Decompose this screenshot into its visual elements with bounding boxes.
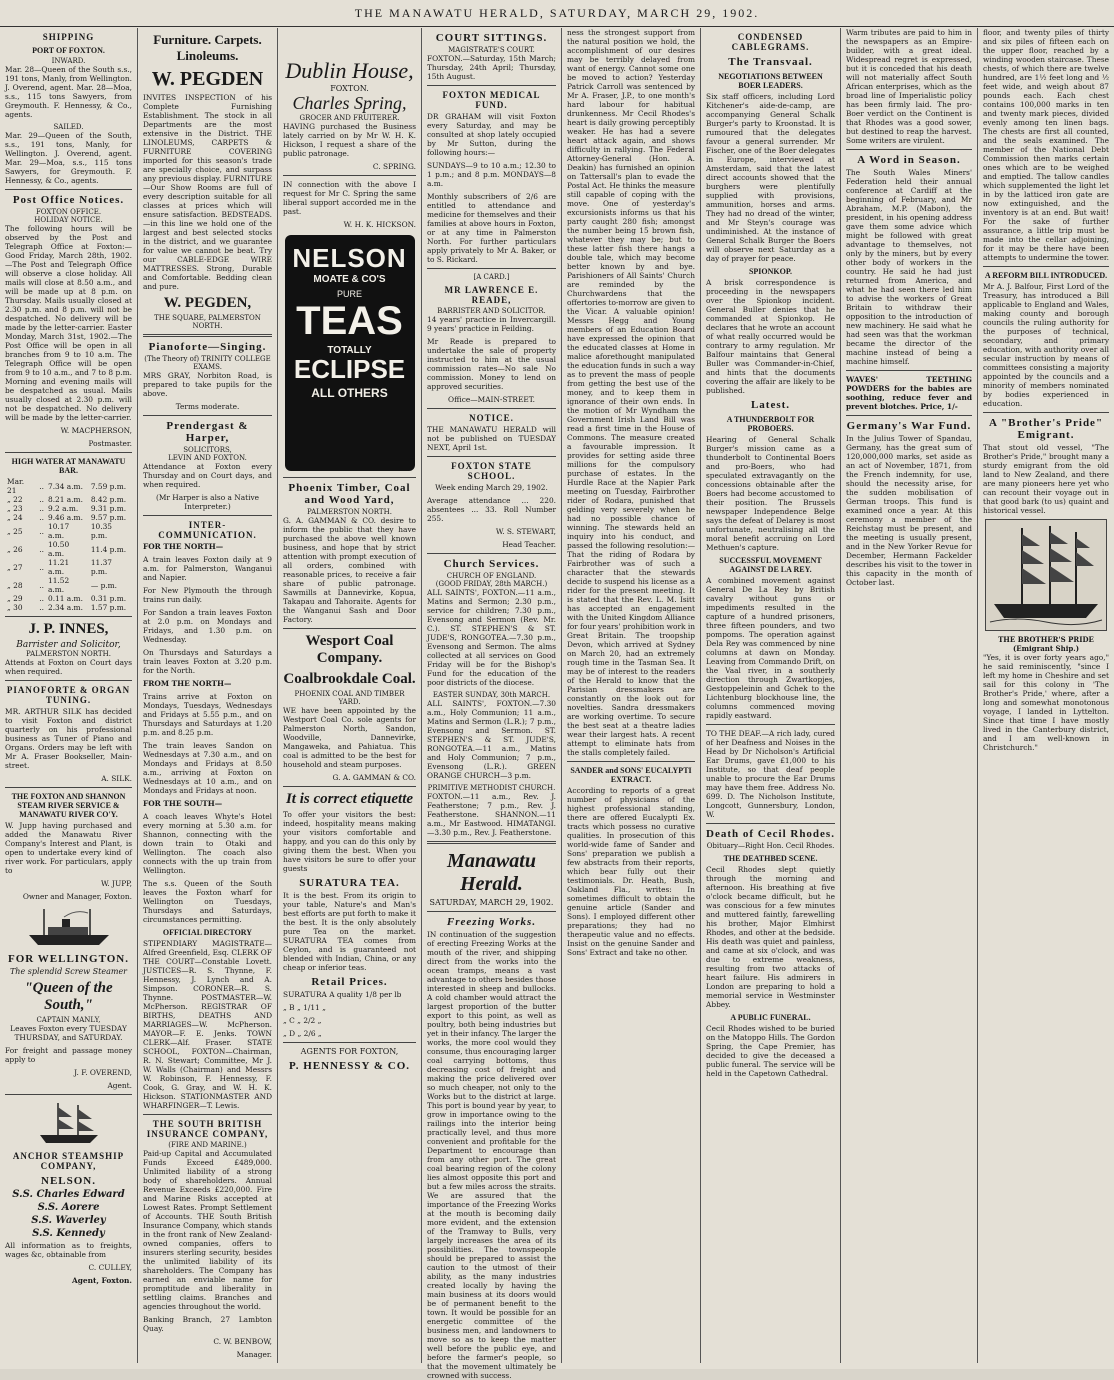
tide-cell: 0.11 a.m. (48, 594, 83, 603)
stewart-title: Head Teacher. (502, 540, 556, 549)
divider (427, 408, 556, 409)
tide-cell: 1.57 p.m. (90, 603, 127, 612)
card-label: [A CARD.] (473, 273, 510, 281)
wesport-heading: Wesport Coal Company. (305, 633, 394, 666)
divider (567, 761, 695, 762)
divider (5, 189, 132, 190)
local-news-text: ness the strongest support from the natural position we hold, the accomplishment of our desires may be terribly delayed from want of energy. Cannot some one be moved to action? Yesterday Patrick Carroll was sentenced by Mr A. Fraser, J.P., to one month's hard labour for habitual drunkenness. Mr Cecil Rhodes's heart is daily growing perceptibly weaker. He has had a severe heart attack again, and shows difficulty in rallying. The Federal Attorney-General (Hon. A. Deakin) has furnished an opinion on Tattersall's plan to evade the Postal Act. He thinks the measure still capable of coping with the move. One of yesterday's excursionists informs us that his party caught 280 fish; amongst the number being 15 brown fish, whatever they may be; but to these latter fish there hangs a double tale, which may become better known by and bye. Parishioners of All Saints' Church are reminded by the Churchwardens that the offertories to-morrow are given to the Vicar. A valuable opinion! Messrs Hegg and Young members of an Education Board have expressed the opinion that the educated classes at Home in malice aforethought manipulated the education funds in such a way as to prevent the mass of people from getting the best use of the money, and to keep them in ignorance of their own ends. In the motion of Mr Wyndham the Government Irish Land Bill was read a first time in the House of Commons. The measure created a favourable impression. It provides for setting aside three millions for the compulsory purchase of estates. In the Hurdle Race at the Napier Park meeting on Tuesday, Fairbrother rider of Rodara, punished that gelding very severely when he had no possible chance of winning. The stewards held an inquiry into his conduct, and passed the following resolution:—That the riding of Rodara by Fairbrother was of such a character that the stewards decide to suspend his license as a rider for the present meeting. It is stated that the Rev. L. M. Isitt has accepted an engagement with the United Kingdom Alliance for four years' prohibition work in Great Britain. The troopship Devon, which arrived at Sydney on March 20, had an extremely rough time in the Tasman Sea. It may be of interest to the readers of the Herald to know that the Parisian dressmakers are constantly on the look out for novelties. Sandra dressmakers are working overtime. To secure the best seat at a theatre ladies wear their largest hats. A recent attempt to eliminate hats from the stalls completely failed. (567, 28, 695, 757)
sander-heading: SANDER and SONS' EUCALYPTI EXTRACT. (570, 766, 692, 784)
tide-cell: 9.31 p.m. (90, 504, 127, 513)
sailed-label: SAILED. (53, 123, 84, 131)
divider (5, 616, 132, 617)
benbow-name: C. W. BENBOW, (213, 1337, 272, 1346)
divider (706, 724, 835, 725)
ship-name: S.S. Aorere (37, 1202, 100, 1213)
divider (283, 477, 416, 478)
innes-title: Barrister and Solicitor, (16, 640, 121, 650)
spring-text: HAVING purchased the Business lately carried on by Mr W. H. K. Hickson, I request a share of the public patronage. (283, 122, 416, 158)
etiquette-text: To offer your visitors the best: indeed, hospitality means making your visitors comfortable and happy, and you can do this only by giving them the best. When you have visitors be sure to offer your guests (283, 810, 416, 873)
reform-heading: A REFORM BILL INTRODUCED. (984, 271, 1108, 280)
innes-place: PALMERSTON NORTH. (26, 650, 111, 658)
state-text: Average attendance ... 220. absentees ... 33. Roll Number 255. (427, 496, 556, 523)
court-heading: COURT SITTINGS. (435, 32, 548, 44)
divider (706, 823, 835, 824)
tide-cell: 11.37 p.m. (90, 558, 112, 576)
primitive-text: FOXTON.—11 a.m., Rev. J. Featherstone; 7 p.m., Rev. J. Featherstone. SHANNON.—11 a.m., Mr Eastwood. HIMATANGI.—3.30 p.m., Rev. J. Featherstone. (427, 792, 556, 837)
divider (283, 628, 416, 629)
reade-title: BARRISTER AND SOLICITOR. (437, 307, 546, 315)
sailed-text: Mar. 29—Queen of the South, s.s., 191 tons, Manly, for Wellington. J. Overend, agent. Mar. 29—Moa, s.s., 115 tons Sawyers, for Greymouth. F. Hennessy, & Co., agents. (5, 131, 132, 185)
ship-name: S.S. Kennedy (32, 1228, 105, 1239)
captain-text: CAPTAIN MANLY, (36, 1016, 101, 1024)
divider (143, 1114, 272, 1115)
freezing-text: IN continuation of the suggestion of erecting Freezing Works at the mouth of the river, and shipping direct from the works into the ocean tramps, means a vast advantage to others besides those interested in sheep and bullocks. A cold chamber would attract the largest proportion of the butter export to this point, as well as poultry, both being industries but yet in their infancy. The larger the works, the more cool would they consume, thus encouraging larger coal carrying bottoms, thus decreasing cost of freight and making the price delivered over so much cheaper, not only to the Works but to the district at large. This port is bound year by year, to grow in importance owing to the railings into the interior being practically level, and thus more convenient and profitable for the Department to encourage than from any other port. The great coal bearing region of the colony lies almost opposite this port and but a few miles across the straits. We are assured that the importance of the Freezing Works at the mouth is becoming daily more evident, and the extension of the Tramway to Bulls, very largely increases the area of its possibilities. The townspeople should be prepared to assist the caution to the utmost of their ability, as the many industries created locally by having the main business at its doors would be of permanent benefit to the town. It would be possible for an energetic committee of the business men, and landowners to move so as to keep the matter well before the public eye, and before the farmer's people, so that the movement ultimately be crowned with success. (427, 930, 556, 1380)
insurance-text: Paid-up Capital and Accumulated Funds Exceed £489,000. Unlimited liability of a strong body of shareholders. Annual Revenue Exceeds £220,000. Fire and Marine Risks accepted at Lowest Rates. Prompt Settlement of Accounts. THE South British Insurance Company, which stands in the front rank of New Zealand-owned companies, offers to insurers sterling security, besides the unlimited liability of its shareholders. The Company has earned an enviable name for promptitude and liberality in settling claims. Branches and agencies throughout the world. (143, 1149, 272, 1311)
divider (283, 175, 416, 176)
waves-advert: WAVES' TEETHING POWDERS for the babies are soothing, reduce fever and prevent blotches. Price, 1/- (846, 375, 972, 411)
tide-body (5, 477, 132, 612)
tide-cell: 2.34 a.m. (48, 603, 83, 612)
tide-cell: 7.59 p.m. (90, 481, 127, 491)
retail-row: „ D „ 2/6 „ (283, 1029, 322, 1038)
harper-note: (Mr Harper is also a Native Interpreter.) (155, 493, 260, 511)
inter-text-4: On Thursdays and Saturdays a train leaves Foxton at 3.20 p.m. for the North. (143, 648, 272, 675)
tide-cell: 10.50 a.m. (48, 540, 70, 558)
rhodes-tributes-text: Warm tributes are paid to him in the newspapers as an Empire-builder, with a great ideal. Widespread regret is expressed, but it is conceded that his death will not materially affect South African enterprises, which as the broad line of Imperialistic policy has been firmly laid. The pro-Boer verdict on the Continent is that Rhodes was a good sower, but destined to reap the harvest. Some writers are virulent. (846, 28, 972, 145)
germany-heading: Germany's War Fund. (846, 420, 972, 432)
divider (283, 786, 416, 787)
divider (283, 1042, 416, 1043)
tide-cell: .. (39, 481, 44, 491)
stewart-name: W. S. STEWART, (495, 527, 556, 536)
spring-name: Charles Spring, (292, 93, 407, 113)
prendergast-title: SOLICITORS, (183, 446, 232, 454)
inward-text: Mar. 28—Queen of the South s.s., 191 tons, Manly, from Wellington. J. Overend, agent. Mar. 28—Moa, s.s., 115 tons Sawyers, from Greymouth. F. Hennessy, & Co., agents. (5, 65, 132, 119)
foxton-river-heading: THE FOXTON AND SHANNON STEAM RIVER SERVICE & MANAWATU RIVER CO'Y. (11, 792, 126, 819)
issue-date: SATURDAY, MARCH 29, 1902. (429, 898, 554, 907)
furniture-heading: Furniture. Carpets. Linoleums. (153, 32, 262, 63)
tide-cell: „ 29 (7, 594, 23, 603)
medical-text-2: Monthly subscribers of 2/6 are entitled to attendance and medicine for themselves and their families at above hours in Foxton, or at any time in Palmerston North. For further particulars apply privately to Mr A. Baker, or to S. Rickard. (427, 192, 556, 264)
phoenix2-heading: PHOENIX COAL AND TIMBER YARD. (294, 690, 405, 706)
tide-cell: .. (39, 495, 44, 504)
foxton-river-text: W. Jupp having purchased and added the Manawatu River Company's Interest and Plant, is open to undertake every kind of river work. For particulars, apply to (5, 821, 132, 875)
divider (846, 370, 972, 371)
inter-text-1: A train leaves Foxton daily at 9 a.m. for Palmerston, Wanganui and Napier. (143, 555, 272, 582)
benbow-title: Manager. (236, 1350, 272, 1359)
deathbed-heading: THE DEATHBED SCENE. (723, 854, 818, 863)
tide-cell: 11.4 p.m. (90, 544, 127, 554)
tide-row (5, 513, 132, 522)
ships-list (5, 1189, 132, 1240)
state-week: Week ending March 29, 1902. (435, 483, 548, 492)
column-6 (701, 28, 841, 1363)
post-heading: Post Office Notices. (12, 194, 125, 206)
divider (427, 85, 556, 86)
tide-cell: .. (39, 504, 44, 513)
tide-cell: 10.17 a.m. (48, 522, 70, 540)
divider (5, 787, 132, 788)
suratura-text: It is the best. From its origin to your table, Nature's and Man's best efforts are put forth to make it the best. It is the only absolutely pure Tea on the market. SURATURA TEA comes from Ceylon, and is guaranteed not blended with Indian, China, or any cheap or inferior teas. (283, 891, 416, 972)
prendergast-heading: Prendergast & Harper, (166, 420, 249, 444)
hickson-signature: W. H. K. HICKSON. (343, 220, 416, 229)
nelson-word: NELSON (292, 243, 407, 273)
court-sub: MAGISTRATE'S COURT. (448, 46, 535, 54)
divider (427, 841, 556, 844)
column-7 (841, 28, 978, 1363)
easter-heading: EASTER SUNDAY, 30th MARCH. (432, 691, 551, 699)
tide-cell: 10.35 p.m. (90, 522, 112, 540)
leaves-text: Leaves Foxton every TUESDAY THURSDAY, and SATURDAY. (10, 1024, 127, 1042)
church-heading: Church Services. (443, 558, 540, 570)
tide-row (5, 540, 132, 558)
tide-cell: 11.52 a.m. (48, 576, 70, 594)
ship-name: S.S. Charles Edward (12, 1189, 125, 1200)
anchor-nelson: NELSON. (41, 1175, 96, 1187)
splendid-text: The splendid Screw Steamer (9, 967, 128, 976)
negotiations-heading: NEGOTIATIONS BETWEEN BOER LEADERS. (718, 72, 823, 90)
nelson-tea-advert (285, 235, 415, 471)
phoenix-place: PALMERSTON NORTH. (307, 508, 392, 516)
divider (983, 412, 1109, 413)
port-heading: PORT OF FOXTON. (32, 46, 105, 55)
deathbed-text: Cecil Rhodes slept quietly through the morning and afternoon. His breathing at five o'clock became difficult, but he was conscious for a few minutes and muttered faintly, farewelling his brother, Major Elmhirst Rhodes, and other at the bedside. His death was quiet and painless, and came at six o'clock, and was due to extreme weakness, resulting from two attacks of heart failure. His admirers in London are preparing to hold a memorial service in Westminster Abbey. (706, 865, 835, 1009)
church-good-friday: (GOOD FRIDAY, 28th MARCH.) (435, 580, 548, 588)
tide-cell: .. (39, 580, 44, 590)
germany-text: In the Julius Tower of Spandau, Germany, has the great sum of 120,000,000 marks, set aside as an act of November, 1871, from the French indemnity, for use, should the necessity arise, for the sudden mobilisation of German troops. This fund is examined once a year. At this ceremony a member of the Reichstag must be present, and the meeting is usually present, and in the New Yorker Revue for December, Hermann Fackelder describes his visit to the tower in this capacity in the month of October last. (846, 434, 972, 587)
inter-from: FROM THE NORTH— (143, 679, 232, 688)
nelson-moate: MOATE & CO'S (313, 274, 386, 285)
gamman-signature: G. A. GAMMAN & CO. (332, 773, 416, 782)
page-header: THE MANAWATU HERALD, SATURDAY, MARCH 29, 1902. (0, 0, 1114, 27)
tide-cell: „ 30 (7, 603, 23, 612)
column-5 (562, 28, 701, 1363)
agents-heading: AGENTS FOR FOXTON, (300, 1047, 399, 1056)
inter-text-7: A coach leaves Whyte's Hotel every morning at 5.30 a.m. for Shannon, connecting with the down train to Otaki and Wellington. The coach also connects with the up train from Wellington. (143, 812, 272, 875)
hickson-text: IN connection with the above I request for Mr C. Spring the same liberal support accorded me in the past. (283, 180, 416, 216)
nelson-all-others: ALL OTHERS (311, 386, 388, 400)
divider (143, 515, 272, 516)
notice-text: THE MANAWATU HERALD will not be published on TUESDAY NEXT, April 1st. (427, 425, 556, 452)
innes-name: J. P. INNES, (28, 621, 109, 637)
pegden-name: W. PEGDEN (151, 68, 264, 90)
condensed-heading: CONDENSED CABLEGRAMS. (731, 32, 810, 52)
tide-cell: „ 24 (7, 513, 23, 522)
piano-tuning-text: MR. ARTHUR SILK has decided to visit Foxton and district quarterly on his professional business as Tuner of Piano and Organs. Orders may be left with Mr A. Fraser Bookseller, Main-street. (5, 707, 132, 770)
masthead: Manawatu Herald. (447, 850, 536, 895)
tide-cell: „ 28 (7, 580, 23, 590)
divider (427, 911, 556, 912)
phoenix-heading: Phoenix Timber, Coal and Wood Yard, (288, 482, 411, 506)
church-sub: CHURCH OF ENGLAND. (446, 572, 537, 580)
benbow-address: Banking Branch, 27 Lambton Quay. (143, 1315, 272, 1333)
postmaster-title: Postmaster. (88, 439, 132, 448)
shipping-heading: SHIPPING (42, 32, 95, 42)
tide-cell: 8.21 a.m. (48, 495, 83, 504)
ship-name: S.S. Waverley (31, 1215, 106, 1226)
post-text: The following hours will be observed by the Post and Telegraph Office at Foxton:—Good Friday, March 28th, 1902.—The Post and Telegraph Office will observe a close holiday. All mails will close at 8.50 a.m., and will be made up at 8 p.m. on Thursday. Mails usually closed at 2.30 p.m. and 8 p.m. will not be despatched. No delivery will be made by the letter-carrier. Easter Monday, March 31st, 1902.—The Post Office will be open in all branches from 9 to 10 a.m. The Telegraph Office will be open from 9 to 10 a.m., and 7 to 8 p.m. Morning and evening mails will be despatched as usual. Mails usually closed at 2.30 p.m. will not be despatched. No delivery will be made by the letter-carrier. (5, 224, 132, 422)
inward-label: INWARD. (51, 57, 86, 65)
tide-cell: .. (39, 562, 44, 572)
divider (427, 268, 556, 269)
divider (143, 415, 272, 416)
anchor-text: All information as to freights, wages &c, obtainable from (5, 1241, 132, 1259)
agents-name: P. HENNESSY & CO. (288, 1060, 410, 1072)
tide-heading: HIGH WATER AT MANAWATU BAR. (11, 457, 126, 475)
insurance-heading: THE SOUTH BRITISH INSURANCE COMPANY, (146, 1119, 269, 1139)
latest-heading: Latest. (750, 399, 791, 411)
dublin-place: FOXTON. (330, 84, 369, 93)
piano-sub: (The Theory of) TRINITY COLLEGE EXAMS. (144, 355, 271, 371)
insurance-sub: (FIRE AND MARINE.) (168, 1141, 247, 1149)
tide-cell: .. (39, 603, 44, 612)
deaf-advert: TO THE DEAF.—A rich lady, cured of her Deafness and Noises in the Head by Dr Nicholson's Artificial Ear Drums, gave £1,000 to his Institute, so that deaf people unable to procure the Ear Drums may have them free. Address No. 699. D. The Nicholson Institute, Longcott, Gunnersbury, London, W. (706, 729, 835, 819)
tide-table (5, 477, 132, 612)
divider (5, 1094, 132, 1095)
nelson-teas: TEAS (296, 299, 403, 343)
freight-text: For freight and passage money apply to (5, 1046, 132, 1064)
thunderbolt-heading: A THUNDERBOLT FOR PROBOERS. (726, 415, 815, 433)
retail-row: „ B „ 1/11 „ (283, 1003, 326, 1012)
spring-trade: GROCER AND FRUITERER. (299, 114, 400, 122)
tide-row (5, 603, 132, 612)
funeral-heading: A PUBLIC FUNERAL. (730, 1013, 811, 1022)
tide-cell: .. (39, 513, 44, 522)
inter-south: FOR THE SOUTH— (143, 799, 223, 808)
negotiations-text: Six staff officers, including Lord Kitchener's aide-de-camp, are accompanying General Schalk Burger's party to Kroonstad. It is rumoured that the delegates favour a general surrender. Mr Fischer, one of the Boer delegates in Europe, interviewed at Amsterdam, said that the latest direct accounts showed that the burghers were plentifully supplied with provisions, ammunition, horses and arms. They had no dread of the winter, and Mr Steyn's courage was undiminished. At the instance of General Schalk Burger the Boers will observe next Saturday as a day of prayer for peace. (706, 92, 835, 263)
silk-signature: A. SILK. (101, 774, 132, 783)
tide-row (5, 495, 132, 504)
phoenix-text: G. A. GAMMAN & CO. desire to inform the public that they have purchased the above well known business, and hope that by strict attention with prompt execution of all orders, combined with reasonable prices, to receive a fair share of public patronage. Sawmills at Dannevirke, Kopua, Takapau and Tahoraite. Agents for the Wanganui Sash and Door Factory. (283, 516, 416, 624)
ship-caption: THE BROTHER'S PRIDE (Emigrant Ship.) (998, 635, 1094, 653)
overend-title: Agent. (107, 1081, 132, 1090)
piano-tuning-heading: PIANOFORTE & ORGAN TUNING. (6, 685, 131, 705)
church-text: ALL SAINTS', FOXTON.—11 a.m., Matins and Sermon; 2.30 p.m., service for children; 7.30 p.m., Evensong and Sermon (Rev. Mr. C.). ST. STEPHEN'S & ST. JUDE'S, RONGOTEA.—7.30 p.m., Evensong and Sermon. The alms collected at all services on Good Friday will be for the Bishop's Fund for the education of the poor districts of the diocese. (427, 588, 556, 687)
holiday-notice: HOLIDAY NOTICE. (34, 216, 103, 224)
inter-heading: INTER-COMMUNICATION. (158, 520, 257, 540)
nelson-pure: PURE (336, 289, 362, 299)
war-fund-text: floor, and twenty piles of thirty and six piles of fifteen each on the upper floor, reached by a winding wooden staircase. These chests, of which there are twelve hundred, are 1½ feet long and ½ feet wide, and weigh about 87 pounds each. Each chest contains 100,000 marks in ten and twenty mark pieces, divided evenly among ten linen bags. The chests are first all counted, and the seals examined. The member of the National Debt Commission then marks certain ones which are to be weighed and emptied. The tallow candles which supplemented the light let in by the latticed iron gate are now extinguished, and the inventory is at an end. But wait! For the sake of further assurance, a little trip must be made into the cellar adjoining, for it may be there have been attempts to undermine the tower. (983, 28, 1109, 262)
steamer-icon (5, 905, 132, 949)
column-2 (138, 28, 278, 1363)
brother-text: That stout old vessel, "The Brother's Pride," brought many a sturdy emigrant from the old land to New Zealand, and there are many pioneers here yet who can recount their voyage out in that good bark (to us) quaint and historical vessel. (983, 443, 1109, 515)
medical-hours: SUNDAYS—9 to 10 a.m.; 12.30 to 1 p.m.; and 8 p.m. MONDAYS—8 a.m. (427, 161, 556, 188)
prendergast-place: LEVIN AND FOXTON. (168, 454, 247, 462)
post-sub: FOXTON OFFICE. (35, 208, 102, 216)
jupp-title: Owner and Manager, Foxton. (22, 892, 132, 901)
nelson-totally: TOTALLY (327, 345, 372, 356)
overend-name: J. F. OVEREND, (74, 1068, 132, 1077)
retail-list (283, 990, 416, 1038)
divider (427, 456, 556, 457)
tide-cell: .. (39, 526, 44, 536)
coalbrook-heading: Coalbrookdale Coal. (283, 671, 416, 687)
easter-text: ALL SAINTS', FOXTON.—7.30 a.m., Holy Communion; 11 a.m., Matins and Sermon (L.R.); 7 p.m., Evensong and Sermon. ST. STEPHEN'S & ST. JUDE'S, RONGOTEA.—11 a.m., Matins and Holy Communion; 7 p.m., Evensong (L.R.). GREEN ORANGE CHURCH—3 p.m. (427, 699, 556, 780)
sander-text: According to reports of a great number of physicians of the highest professional standing, there are offered Eucalypti Ex. tracts which possess no curative qualities. In prosecution of this world-wide fame of Sander and Sons' preparation we publish a few abstracts from their reports, which bear fully out their testimonials. Dr. Heath, Bush, Oakland Fla., writes: In sometimes difficult to obtain the genuine article (Sander and Sons). I employed different other preparations; they had no therapeutic value and no effects. Insist on the genuine Sander and Sons' Extract and take no other. (567, 786, 695, 957)
medical-text: DR GRAHAM will visit Foxton every Saturday, and may be consulted at shop lately occupied by Mr Sutton, during the following hours:— (427, 112, 556, 157)
tide-cell: 9.57 p.m. (90, 513, 127, 522)
state-school-heading: FOXTON STATE SCHOOL. (451, 461, 532, 481)
caption-text: "Yes, it is over forty years ago," he said reminiscently, "since I left my home in Cheshire and set sail for this colony in 'The Brother's Pride,' where, after a long and somewhat monotonous voyage, I landed in Lyttelton. Since that time I have mostly lived in the Canterbury district, and I am well-known in Christchurch." (983, 653, 1109, 752)
tide-cell: „ 23 (7, 504, 23, 513)
retail-row: „ C „ 2/2 „ (283, 1016, 322, 1025)
column-1 (0, 28, 138, 1363)
inter-text-3: For Sandon a train leaves Foxton at 2.0 p.m. on Mondays and Fridays, and 1.30 p.m. on Wednesday. (143, 608, 272, 644)
dublin-heading: Dublin House, (285, 58, 414, 83)
inter-text-5: Trains arrive at Foxton on Mondays, Tuesdays, Wednesdays and Fridays at 5.55 p.m., and on Thursdays and Saturdays at 1.20 p.m. and 8.25 p.m. (143, 692, 272, 737)
column-3 (278, 28, 422, 1363)
pegden-address: THE SQUARE, PALMERSTON NORTH. (154, 314, 261, 330)
column-4 (422, 28, 562, 1380)
anchor-agent: C. CULLEY, (88, 1263, 132, 1272)
reade-text-2: Mr Reade is prepared to undertake the sale of property instructed to him at the usual commission rates—No sale No commission. Money to lend on approved securities. (427, 337, 556, 391)
reform-text: Mr A. J. Balfour, First Lord of the Treasury, has introduced a Bill applicable to England and Wales, making county and borough councils the ruling authority for the purposes of technical, secondary, and primary education, with authority over all secular instruction by means of committees consisting a majority appointed by the councils and a minority of members nominated by bodies experienced in education. (983, 282, 1109, 408)
successful-heading: SUCCESSFUL MOVEMENT AGAINST DE LA REY. (719, 556, 822, 574)
nelson-eclipse: ECLIPSE (293, 354, 406, 384)
pegden-text: INVITES INSPECTION of his Complete Furnishing Establishment. The stock in all Departments are the most extensive in the District. THE LINOLEUMS, CARPETS & FURNITURE COVERING imported for this season's trade are specially choice, and surpass any previous display. FURNITURE—Our Show Rooms are full of every description suitable for all classes at prices which will ensure satisfaction. BEDSTEADS.—in this line we hold one of the largest and best selected stocks in the district, and we guarantee for value we cannot be beat. Try our CABLE-EDGE WIRE MATTRESSES. Strong, Durable and Comfortable. Bedding clean and pure. (143, 93, 272, 291)
tide-cell: „ 22 (7, 495, 23, 504)
divider (846, 149, 972, 150)
tide-cell: .. (39, 594, 44, 603)
freezing-heading: Freezing Works. (446, 916, 537, 928)
tide-cell: 11.21 a.m. (48, 558, 70, 576)
divider (846, 415, 972, 416)
spionkop-text: A brisk correspondence is proceeding in the newspapers over the Spionkop incident. General Buller denies that he commanded at Spionkop. He declares that he wrote an account of what really occurred would be contrary to army regulation. Mr Balfour maintains that General Buller was Commander-in-Chief, and hints that the documents covering the affair are likely to be published. (706, 278, 835, 395)
prendergast-text: Attendance at Foxton every Thursday and on Court days, and when required. (143, 462, 272, 489)
jupp-name: W. JUPP, (101, 879, 132, 888)
tide-row (5, 594, 132, 603)
official-text: STIPENDIARY MAGISTRATE—Alfred Greenfield, Esq. CLERK OF THE COURT—Constable Lovett. JUSTICES—R. S. Thynne, F. Hennessy, J. Lynch and A. Simpson. CORONER—R. S. Thynne. POSTMASTER—W. McPherson. REGISTRAR OF BIRTHS, DEATHS AND MARRIAGES—W. McPherson. MAYOR—F. E. Jenks. TOWN CLERK—Alf. Fraser. STATE SCHOOL, FOXTON—Chairman, R. N. Stewart; Committee, Mr J. W. Walls (Chairman) and Messrs W. Robinson, F. Hennessy, F. Cook, G. Gray, and W. H. K. Hickson. STATIONMASTER AND WHARFINGER—T. Lewis. (143, 939, 272, 1110)
phoenix2-text: WE have been appointed by the Westport Coal Co. sole agents for Palmerston North, Sandon, Woodville, Dannevirke, Mangaweka, and Pahiatua. This coal is admitted to be the best for household and steam purposes. (283, 706, 416, 769)
tide-row (5, 504, 132, 513)
tide-cell: „ 25 (7, 526, 23, 536)
brother-heading: A "Brother's Pride" Emigrant. (988, 417, 1104, 441)
tide-cell: 0.31 p.m. (90, 594, 127, 603)
tide-cell: .. (39, 544, 44, 554)
tide-cell: — p.m. (90, 580, 118, 590)
reade-office: Office—MAIN-STREET. (448, 395, 535, 404)
queen-heading: "Queen of the South," (24, 980, 113, 1013)
wellington-heading: FOR WELLINGTON. (8, 953, 129, 965)
pegden-name-2: W. PEGDEN, (163, 295, 252, 311)
funeral-text: Cecil Rhodes wished to be buried on the Matoppo Hills. The Gordon Spring, the Cape Premier, has decided to give the deceased a public funeral. The service will be held in the Capetown Cathedral. (706, 1024, 835, 1078)
court-text: FOXTON.—Saturday, 15th March; Thursday, 24th April; Thursday, 15th August. (427, 54, 556, 81)
postmaster-name: W. MACPHERSON, (60, 426, 132, 435)
inter-north: FOR THE NORTH— (143, 542, 224, 551)
retail-row: SURATURA A quality 1/8 per lb (283, 990, 402, 999)
divider (983, 266, 1109, 267)
word-heading: A Word in Season. (857, 154, 961, 166)
divider (427, 553, 556, 554)
reade-text: 14 years' practice in Invercargill. 9 years' practice in Feilding. (427, 315, 556, 333)
inter-text-8: The s.s. Queen of the South leaves the Foxton wharf for Wellington on Tuesdays, Thursdays and Saturdays, circumstances permitting. (143, 879, 272, 924)
suratura-heading: SURATURA TEA. (299, 877, 400, 889)
tide-row (5, 522, 132, 540)
anchor-heading: ANCHOR STEAMSHIP COMPANY, (12, 1151, 125, 1171)
piano-gray-text: MRS GRAY, Norbiton Road, is prepared to take pupils for the above. (143, 371, 272, 398)
anchor-agent-title: Agent, Foxton. (71, 1276, 132, 1285)
tide-row (5, 558, 132, 576)
column-8 (978, 28, 1114, 1363)
official-heading: OFFICIAL DIRECTORY (162, 928, 253, 937)
piano-terms: Terms moderate. (175, 402, 240, 411)
spring-signature: C. SPRING. (372, 162, 416, 171)
tide-cell: Mar. 21 (7, 477, 25, 495)
transvaal-heading: The Transvaal. (728, 56, 813, 68)
divider (143, 334, 272, 337)
rhodes-heading: Death of Cecil Rhodes. (706, 828, 835, 840)
divider (5, 452, 132, 453)
inter-text-2: For New Plymouth the through trains run daily. (143, 586, 272, 604)
tide-cell: 9.2 a.m. (48, 504, 79, 513)
successful-text: A combined movement against General De La Rey by British cavalry without guns or impediments resulted in the capture of a hundred prisoners, three fifteen pounders, and two pompoms. The operation against Dela Rey was commenced by nine columns at dawn on Monday. Leaving from Commando Drift, on the Vaal river, in a southerly direction through Zwartkopjes, Gestoppeleinin and Gchek to the Lichtenburg blockhouse line, the columns commenced moving rapidly eastward. (706, 576, 835, 720)
brothers-pride-ship-icon (983, 519, 1109, 631)
obituary-label: Obituary—Right Hon. Cecil Rhodes. (706, 842, 835, 850)
tide-row (5, 477, 132, 495)
tide-row (5, 576, 132, 594)
inter-text-6: The train leaves Sandon on Wednesdays at 7.30 a.m., and on Mondays and Fridays at 8.50 a.m., arriving at Foxton on Wednesdays at 10 a.m., and on Mondays and Fridays at noon. (143, 741, 272, 795)
reade-heading: MR LAWRENCE E. READE, (444, 285, 539, 305)
divider (5, 680, 132, 681)
medical-heading: FOXTON MEDICAL FUND. (442, 90, 541, 110)
tide-cell: 7.34 a.m. (48, 481, 83, 491)
primitive-heading: PRIMITIVE METHODIST CHURCH. (427, 784, 556, 792)
tide-cell: 8.42 p.m. (90, 495, 127, 504)
retail-heading: Retail Prices. (311, 976, 388, 988)
word-text: The South Wales Miners' Federation held their annual conference at Cardiff at the beginning of February, and Mr Abraham, M.P. (Mabon), the president, in his opening address gave them some advice which might be followed with great advantage to themselves, not only by the miners, but by every other body of workers in the country. He said he had just returned from America, and what he had seen there led him to advise the workers of Great Britain to withdraw their opposition to the introduction of new machinery. He said what he had seen was that the workman became the director of the machine instead of being a machine himself. (846, 168, 972, 366)
sailing-ship-icon (5, 1099, 132, 1147)
notice-heading: NOTICE. (469, 413, 514, 423)
tide-cell: „ 26 (7, 544, 23, 554)
etiquette-heading: It is correct etiquette (285, 791, 414, 807)
tide-cell: 9.46 a.m. (48, 513, 83, 522)
tide-cell: „ 27 (7, 562, 23, 572)
innes-text: Attends at Foxton on Court days when required. (5, 658, 132, 676)
spionkop-heading: SPIONKOP. (748, 267, 793, 276)
piano-singing-heading: Pianoforte—Singing. (148, 341, 267, 353)
thunderbolt-text: Hearing of General Schalk Burger's mission came as a thunderbolt to Continental Boers and pro-Boers, who had speculated extravagantly on the concessions obtainable after the Boers had become accustomed to their position. The Brussels newspaper Independence Belge says the defeat of Delarey is most unfortunate, neutralising all the moral benefit accruing on Lord Methuen's capture. (706, 435, 835, 552)
